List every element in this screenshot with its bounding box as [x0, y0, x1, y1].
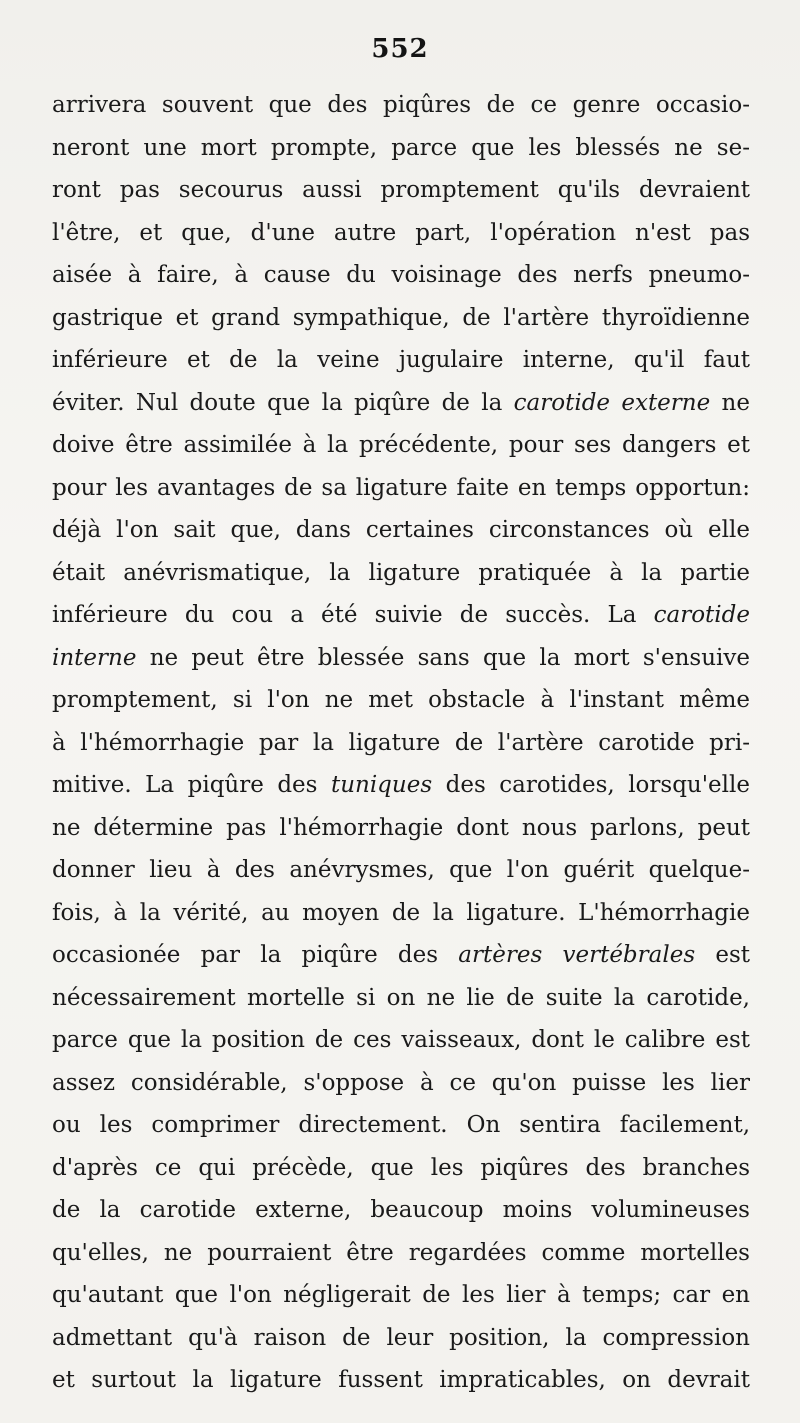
italic-text: carotide [653, 602, 750, 628]
body-text [52, 84, 750, 1402]
text-line [52, 764, 750, 807]
text-line [52, 679, 750, 722]
text-line [52, 127, 750, 170]
text-segment: des carotides, lorsqu'elle [432, 772, 750, 798]
text-line [52, 382, 750, 425]
text-segment: ne détermine pas l'hémorrhagie dont nous parlons, peut [52, 814, 750, 841]
text-line [52, 1189, 750, 1232]
text-line [52, 509, 750, 552]
text-line [52, 1232, 750, 1275]
text-line [52, 467, 750, 510]
text-line [52, 254, 750, 297]
text-line [52, 297, 750, 340]
text-segment: qu'autant que l'on négligerait de les lier à temps; car en [52, 1282, 750, 1308]
text-line [52, 169, 750, 212]
text-segment: assez considérable, s'oppose à ce qu'on puisse les lier [52, 1069, 750, 1096]
text-segment: l'être, et que, d'une autre part, l'opération n'est pas [52, 219, 750, 246]
text-segment: d'après ce qui précède, que les piqûres des branches [52, 1154, 750, 1181]
text-line [52, 892, 750, 935]
page-number: 552 [371, 34, 429, 64]
text-segment: inférieure du cou a été suivie de succès. La [52, 602, 654, 628]
text-line [52, 637, 750, 680]
text-line [52, 339, 750, 382]
text-segment: de la carotide externe, beaucoup moins volumineuses [52, 1197, 750, 1223]
text-segment: fois, à la vérité, au moyen de la ligature. L'hémorrhagie [52, 899, 750, 926]
italic-text: carotide externe [513, 389, 711, 416]
text-segment: et surtout la ligature fussent impraticables, on devrait [52, 1367, 750, 1393]
text-segment: éviter. Nul doute que la piqûre de la [52, 389, 514, 416]
text-line [52, 1317, 750, 1360]
text-line [52, 722, 750, 765]
text-line [52, 1147, 750, 1190]
text-segment: aisée à faire, à cause du voisinage des nerfs pneumo- [52, 262, 750, 288]
text-segment: promptement, si l'on ne met obstacle à l'instant même [52, 687, 750, 713]
text-segment: parce que la position de ces vaisseaux, dont le calibre est [52, 1027, 750, 1053]
text-line [52, 212, 750, 255]
text-segment: pour les avantages de sa ligature faite en temps opportun: [52, 474, 750, 501]
text-line [52, 1104, 750, 1147]
text-segment: occasionée par la piqûre des [52, 942, 459, 968]
text-segment: inférieure et de la veine jugulaire interne, qu'il faut [52, 347, 750, 373]
text-segment: ou les comprimer directement. On sentira facilement, [52, 1112, 750, 1138]
text-line [52, 1062, 750, 1105]
text-segment: admettant qu'à raison de leur position, la compression [52, 1324, 750, 1351]
text-line [52, 934, 750, 977]
text-line [52, 977, 750, 1020]
italic-text: tuniques [330, 772, 433, 798]
text-segment: à l'hémorrhagie par la ligature de l'artère carotide pri- [52, 729, 750, 756]
text-segment: ne peut être blessée sans que la mort s'ensuive [136, 644, 750, 671]
text-line [52, 807, 750, 850]
text-line [52, 424, 750, 467]
text-line [52, 84, 750, 127]
text-segment: mitive. La piqûre des [52, 772, 331, 798]
text-line [52, 552, 750, 595]
text-segment: ne [710, 389, 750, 416]
text-line [52, 594, 750, 637]
italic-text: artères vertébrales [458, 942, 696, 968]
text-segment: arrivera souvent que des piqûres de ce genre occasio- [52, 92, 750, 118]
text-segment: est [695, 942, 750, 968]
text-segment: gastrique et grand sympathique, de l'artère thyroïdienne [52, 304, 750, 331]
text-segment: était anévrismatique, la ligature pratiquée à la partie [52, 559, 750, 586]
text-line [52, 849, 750, 892]
text-segment: déjà l'on sait que, dans certaines circonstances où elle [52, 517, 750, 543]
text-segment: ront pas secourus aussi promptement qu'ils devraient [52, 177, 750, 203]
text-segment: doive être assimilée à la précédente, pour ses dangers et [52, 432, 750, 458]
text-line [52, 1359, 750, 1402]
text-segment: neront une mort prompte, parce que les blessés ne se- [52, 134, 750, 161]
text-line [52, 1019, 750, 1062]
text-segment: qu'elles, ne pourraient être regardées comme mortelles [52, 1239, 750, 1266]
text-segment: nécessairement mortelle si on ne lie de suite la carotide, [52, 984, 750, 1011]
italic-text: interne [52, 644, 137, 671]
text-line [52, 1274, 750, 1317]
text-segment: donner lieu à des anévrysmes, que l'on guérit quelque- [52, 857, 750, 883]
